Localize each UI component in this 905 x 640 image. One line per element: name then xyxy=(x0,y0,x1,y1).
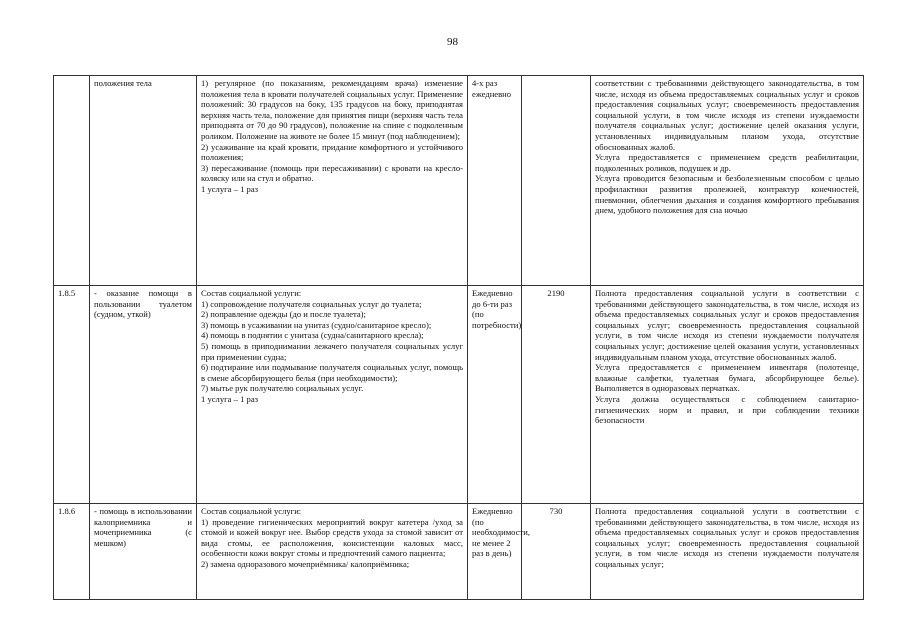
services-table xyxy=(53,75,864,600)
row-number: 1.8.5 xyxy=(54,286,90,504)
service-frequency: Ежедневно (по необходимости, не менее 2 раз в день) xyxy=(468,504,522,600)
table-row xyxy=(54,76,864,286)
composition-line: 2) усаживание на край кровати, придание комфортного и устойчивого положения; xyxy=(201,141,463,163)
service-frequency: Ежедневно до 6-ти раз (по потребности) xyxy=(468,286,522,504)
service-name: - помощь в использовании калоприемника и мочеприемника (с мешком) xyxy=(90,504,197,600)
composition-line: 6) подтирание или подмывание получателя социальных услуг, помощь в смене абсорбирующего белья (при необходимости); xyxy=(201,362,463,383)
quality-criteria xyxy=(591,504,864,600)
composition-line: 4) помощь в поднятии с унитаза (судна/санитарного кресла); xyxy=(201,330,424,341)
composition-line: 1 услуга – 1 раз xyxy=(201,183,259,194)
composition-line: 3) пересаживание (помощь при пересаживании) с кровати на кресло-коляску или на стул и обратно. xyxy=(201,162,463,184)
composition-line: 7) мытье рук получателю социальных услуг. xyxy=(201,383,364,394)
composition-line: 1) регулярное (по показаниям, рекомендациям врача) изменение положения тела в кровати получателей социальных услуг. Применение положений: 30 градусов на боку, 135 градусов на боку, приподнятая верхняя часть тела, положение для принятия пищи (верхняя часть тела приподнята от 70 до 90 градусов), положение на спине с подколенным роликом. Положение на животе не более 15 минут (под наблюдением); xyxy=(201,78,463,141)
service-composition xyxy=(197,286,468,504)
quality-line: Полнота предоставления социальной услуги в соответствии с требованиями действующего законодательства, в том числе, исходя из объема предоставляемых социальных услуг и сроков предоставления социальных услуг; своевременность предоставления социальной услуги, в том числе исходя из степени нуждаемости получателя социальных услуг; xyxy=(595,506,859,569)
page-number: 98 xyxy=(447,36,458,48)
service-composition xyxy=(197,76,468,286)
quality-line: Услуга предоставляется с применением инвентаря (полотенце, влажные салфетки, туалетная бумага, абсорбирующее белье). Выполняется в одноразовых перчатках. xyxy=(595,362,859,394)
table-row xyxy=(54,504,864,600)
composition-line: Состав социальной услуги: xyxy=(201,288,302,298)
composition-line: Состав социальной услуги: xyxy=(201,506,302,516)
composition-line: 1 услуга – 1 раз xyxy=(201,393,259,404)
quality-criteria xyxy=(591,286,864,504)
composition-line: 2) поправление одежды (до и после туалета); xyxy=(201,309,366,320)
composition-line: 5) помощь в приподнимании лежачего получателя социальных услуг при применении судна; xyxy=(201,340,463,362)
quality-line: Услуга предоставляется с применением средств реабилитации, подколенных роликов, подушек и др. xyxy=(595,152,859,173)
quality-line: Услуга проводится безопасным и безболезненным способом с целью профилактики развития пролежней, контрактур конечностей, пневмонии, облегчения дыхания и создания комфортного пребывания днем, удобного положения для сна ночью xyxy=(595,173,859,216)
service-frequency: 4-х раз ежедневно xyxy=(468,76,522,286)
composition-line: 1) сопровождение получателя социальных услуг до туалета; xyxy=(201,298,422,309)
service-price xyxy=(522,76,591,286)
composition-line: 2) замена одноразового мочеприёмника/ калоприёмника; xyxy=(201,558,410,569)
service-price: 730 xyxy=(522,504,591,600)
service-name: положения тела xyxy=(90,76,197,286)
quality-line: Услуга должна осуществляться с соблюдением санитарно-гигиенических норм и правил, и при соблюдении техники безопасности xyxy=(595,393,859,426)
quality-criteria xyxy=(591,76,864,286)
quality-line: соответствии с требованиями действующего законодательства, в том числе, исходя из объема предоставляемых социальных услуг и сроков предоставления социальных услуг; своевременность предоставления социальной услуги, в том числе исходя из степени нуждаемости получателя социальных услуг; достижение целей оказания услуги, установленных индивидуальным планом ухода, отсутствие обоснованных жалоб. xyxy=(595,78,859,152)
row-number xyxy=(54,76,90,286)
service-name: - оказание помощи в пользовании туалетом (судном, уткой) xyxy=(90,286,197,504)
composition-line: 1) проведение гигиенических мероприятий вокруг катетера /уход за стомой и кожей вокруг нее. Выбор средств ухода за стомой зависит от вида стомы, ее расположения, консистенции каловых масс, особенности кожи вокруг стомы и предпочтений самого пациента; xyxy=(201,516,463,559)
row-number: 1.8.6 xyxy=(54,504,90,600)
service-composition xyxy=(197,504,468,600)
quality-line: Полнота предоставления социальной услуги в соответствии с требованиями действующего законодательства, в том числе, исходя из объема предоставляемых социальных услуг и сроков предоставления социальных услуг; своевременность предоставления социальной услуги, в том числе исходя из степени нуждаемости получателя социальных услуг; достижение целей оказания услуги, установленных индивидуальным планом ухода, отсутствие обоснованных жалоб. xyxy=(595,288,859,362)
table-row xyxy=(54,286,864,504)
composition-line: 3) помощь в усаживании на унитаз (судно/санитарное кресло); xyxy=(201,319,432,330)
service-price: 2190 xyxy=(522,286,591,504)
